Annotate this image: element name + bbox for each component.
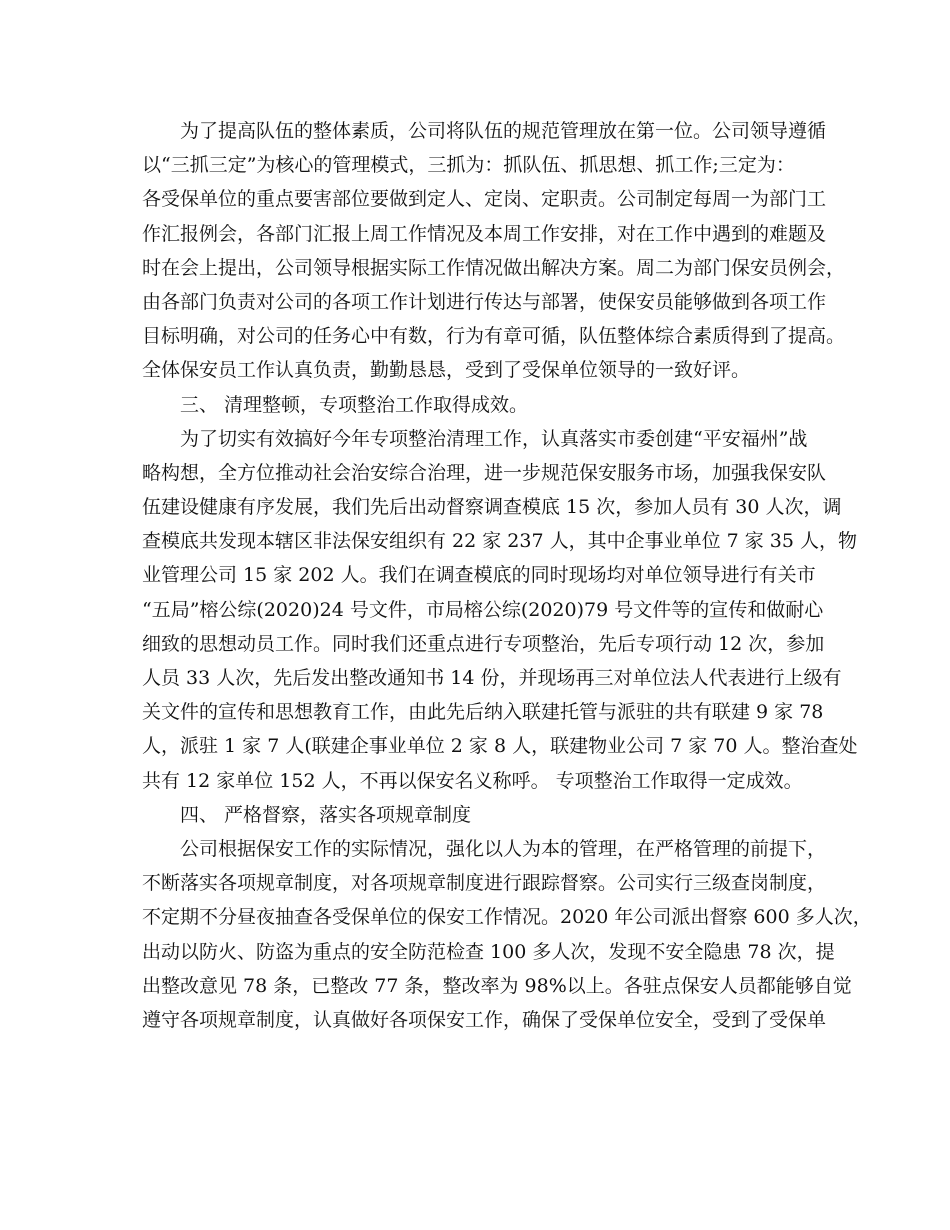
paragraph-line: 各受保单位的重点要害部位要做到定人、定岗、定职责。公司制定每周一为部门工 (142, 188, 827, 211)
paragraph-line: 人员 33 人次，先后发出整改通知书 14 份，并现场再三对单位法人代表进行上级有 (142, 667, 842, 689)
paragraph-line: 作汇报例会，各部门汇报上周工作情况及本周工作安排，对在工作中遇到的难题及 (142, 222, 827, 245)
section-heading: 四、 严格督察，落实各项规章制度 (180, 803, 472, 826)
paragraph-line: 业管理公司 15 家 202 人。我们在调查模底的同时现场均对单位领导进行有关市 (142, 564, 816, 587)
paragraph-line: 不断落实各项规章制度，对各项规章制度进行跟踪督察。公司实行三级查岗制度， (142, 872, 827, 895)
paragraph-line: 略构想，全方位推动社会治安综合治理，进一步规范保安服务市场，加强我保安队 (142, 461, 827, 484)
document-body (142, 114, 872, 1037)
paragraph-line: 为了提高队伍的整体素质，公司将队伍的规范管理放在第一位。公司领导遵循 (180, 120, 827, 142)
paragraph-line: 时在会上提出，公司领导根据实际工作情况做出解决方案。周二为部门保安员例会， (142, 256, 846, 279)
paragraph-line: 遵守各项规章制度，认真做好各项保安工作，确保了受保单位安全，受到了受保单 (142, 1008, 827, 1031)
paragraph-line: 查模底共发现本辖区非法保安组织有 22 家 237 人，其中企事业单位 7 家 35 人，物 (142, 530, 858, 553)
paragraph-line: 以“三抓三定”为核心的管理模式，三抓为：抓队伍、抓思想、抓工作;三定为： (142, 154, 795, 177)
paragraph-line: 出动以防火、防盗为重点的安全防范检查 100 多人次，发现不安全隐患 78 次，提 (142, 940, 835, 963)
paragraph-line: 不定期不分昼夜抽查各受保单位的保安工作情况。2020 年公司派出督察 600 多人次， (142, 906, 872, 929)
paragraph-line: 细致的思想动员工作。同时我们还重点进行专项整治，先后专项行动 12 次，参加 (142, 632, 825, 655)
paragraph-line: 全体保安员工作认真负责，勤勤恳恳，受到了受保单位领导的一致好评。 (142, 359, 751, 382)
paragraph-line: 人，派驻 1 家 7 人(联建企事业单位 2 家 8 人，联建物业公司 7 家 70 人。整治查处 (142, 735, 858, 758)
paragraph-line: 关文件的宣传和思想教育工作，由此先后纳入联建托管与派驻的共有联建 9 家 78 (142, 701, 824, 724)
paragraph-line: 为了切实有效搞好今年专项整治清理工作，认真落实市委创建“平安福州”战 (180, 427, 808, 450)
paragraph-line: “五局”榕公综(2020)24 号文件，市局榕公综(2020)79 号文件等的宣传和做耐心 (142, 598, 824, 621)
section-heading: 三、 清理整顿，专项整治工作取得成效。 (180, 393, 529, 416)
paragraph-line: 公司根据保安工作的实际情况，强化以人为本的管理，在严格管理的前提下， (180, 837, 827, 860)
paragraph-line: 由各部门负责对公司的各项工作计划进行传达与部署，使保安员能够做到各项工作 (142, 290, 827, 313)
paragraph-line: 伍建设健康有序发展，我们先后出动督察调查模底 15 次，参加人员有 30 人次，调 (142, 496, 842, 519)
paragraph-line: 目标明确，对公司的任务心中有数，行为有章可循，队伍整体综合素质得到了提高。 (142, 325, 846, 348)
paragraph-line: 出整改意见 78 条，已整改 77 条，整改率为 98%以上。各驻点保安人员都能够自觉 (142, 974, 852, 997)
paragraph-line: 共有 12 家单位 152 人，不再以保安名义称呼。 专项整治工作取得一定成效。 (142, 769, 803, 792)
